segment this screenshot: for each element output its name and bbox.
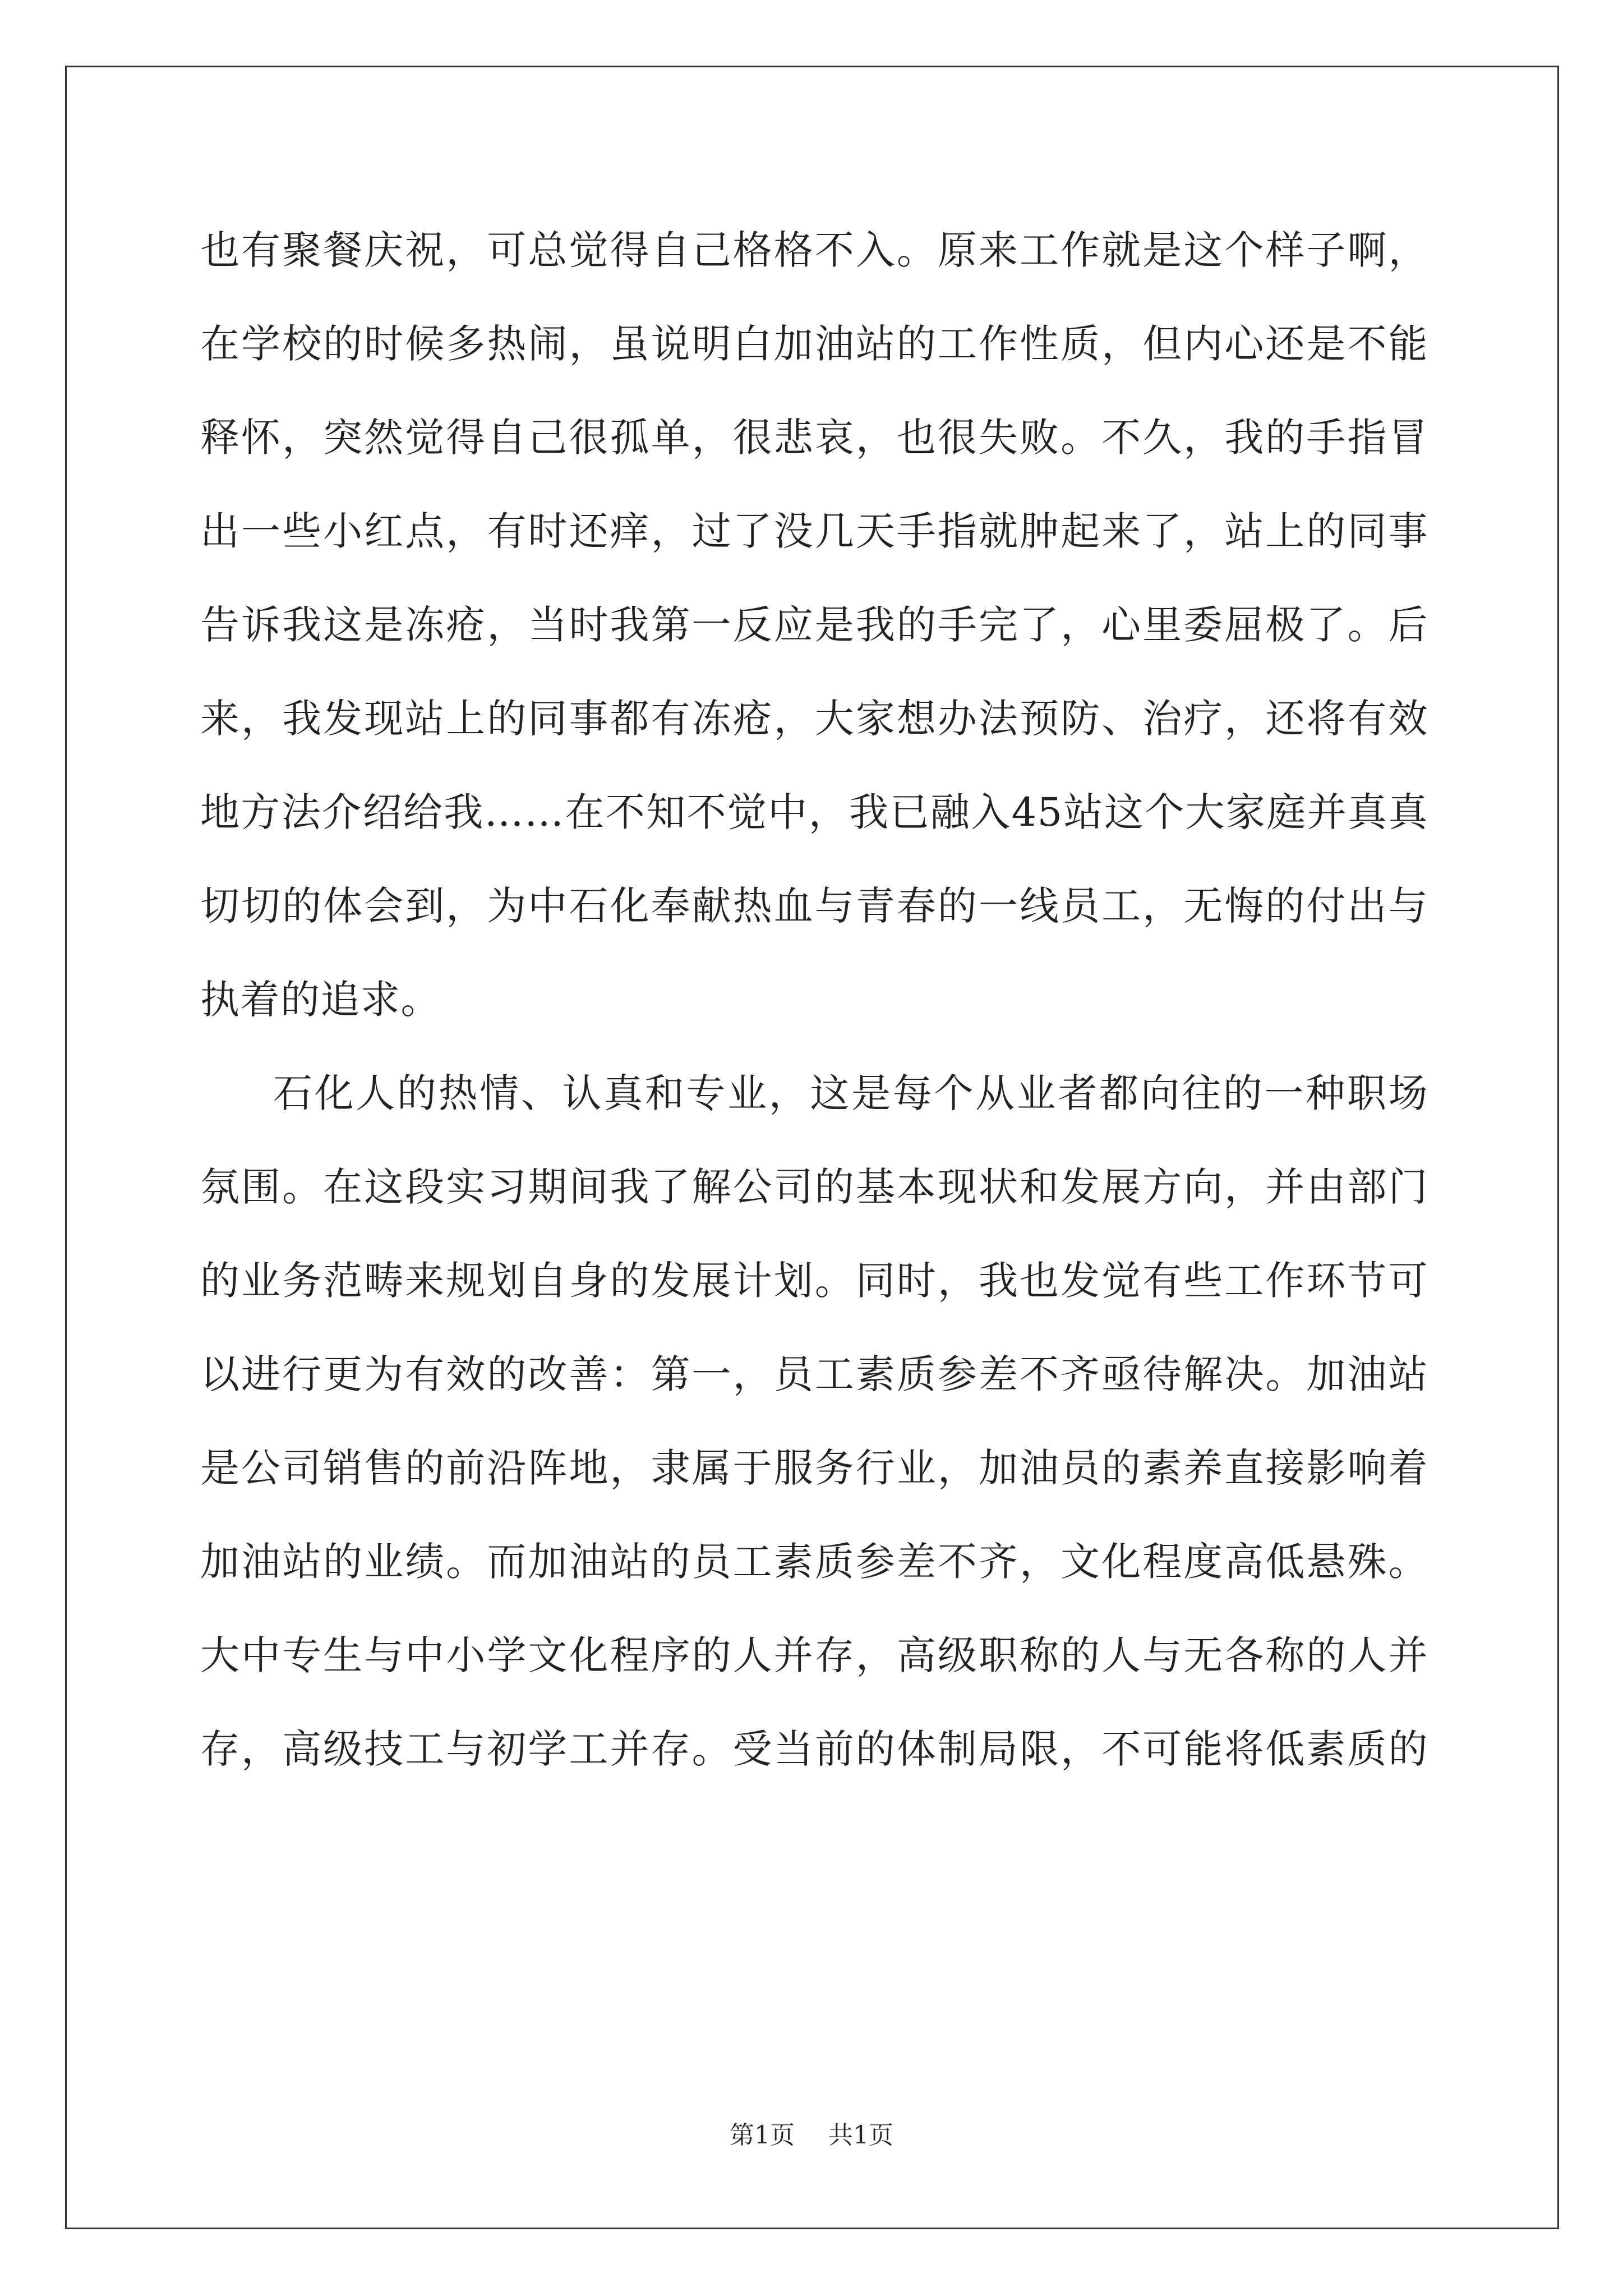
- text-line: 执着的追求。: [200, 977, 441, 1023]
- document-body: [200, 204, 1428, 1796]
- text-line: 的业务范畴来规划自身的发展计划。同时，我也发觉有些工作环节可: [200, 1258, 1428, 1304]
- text-line: 以进行更为有效的改善：第一，员工素质参差不齐亟待解决。加油站: [200, 1351, 1428, 1397]
- text-line: 氛围。在这段实习期间我了解公司的基本现状和发展方向，并由部门: [200, 1164, 1428, 1210]
- text-line: 来，我发现站上的同事都有冻疮，大家想办法预防、治疗，还将有效: [200, 696, 1428, 742]
- text-line: 也有聚餐庆祝，可总觉得自己格格不入。原来工作就是这个样子啊，: [200, 227, 1428, 273]
- text-line: 切切的体会到，为中石化奉献热血与青春的一线员工，无悔的付出与: [200, 883, 1428, 929]
- text-line: 加油站的业绩。而加油站的员工素质参差不齐，文化程度高低悬殊。: [200, 1539, 1428, 1585]
- text-line: 出一些小红点，有时还痒，过了没几天手指就肿起来了，站上的同事: [200, 508, 1428, 554]
- text-line: 存，高级技工与初学工并存。受当前的体制局限，不可能将低素质的: [200, 1726, 1428, 1772]
- page-total: 共1页: [828, 2121, 893, 2150]
- text-line: 大中专生与中小学文化程序的人并存，高级职称的人与无各称的人并: [200, 1632, 1428, 1678]
- text-line: 释怀，突然觉得自己很孤单，很悲哀，也很失败。不久，我的手指冒: [200, 415, 1428, 461]
- text-line: 告诉我这是冻疮，当时我第一反应是我的手完了，心里委屈极了。后: [200, 602, 1428, 648]
- text-line: 在学校的时候多热闹，虽说明白加油站的工作性质，但内心还是不能: [200, 321, 1428, 367]
- paragraph-first-line: 石化人的热情、认真和专业，这是每个从业者都向往的一种职场: [273, 1070, 1428, 1116]
- text-line: 地方法介绍给我……在不知不觉中，我已融入45站这个大家庭并真真: [200, 789, 1428, 835]
- text-line: 是公司销售的前沿阵地，隶属于服务行业，加油员的素养直接影响着: [200, 1445, 1428, 1491]
- page-footer: [0, 2115, 1623, 2151]
- page-number: 第1页: [730, 2121, 795, 2150]
